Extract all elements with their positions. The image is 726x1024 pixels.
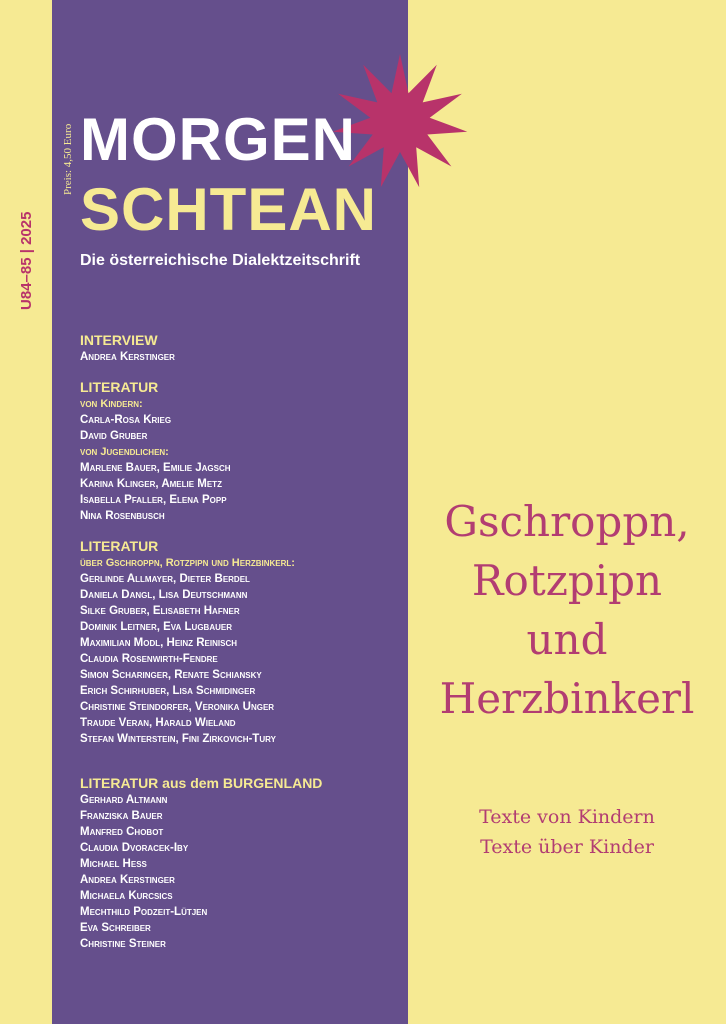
author-name: Isabella Pfaller, Elena Popp	[80, 494, 227, 506]
author-name: David Gruber	[80, 430, 148, 442]
logo-morgen: MORGEN	[80, 106, 356, 173]
logo-schtean: SCHTEAN	[80, 176, 378, 243]
title-line: und	[526, 615, 608, 664]
issue-number: U84–85 | 2025	[18, 211, 35, 310]
author-name: Franziska Bauer	[80, 810, 163, 822]
cover-subtitle	[408, 802, 726, 862]
cover-title	[408, 492, 726, 728]
author-name: Mechthild Podzeit-Lütjen	[80, 906, 208, 918]
title-line: Gschroppn,	[444, 497, 690, 546]
author-name: Nina Rosenbusch	[80, 510, 165, 522]
subtitle-line: Texte von Kindern	[479, 806, 655, 828]
author-name: Christine Steindorfer, Veronika Unger	[80, 701, 275, 713]
section-heading: INTERVIEW	[80, 332, 158, 348]
section-literatur-kinder	[80, 379, 400, 524]
price-text: Preis: 4,50 Euro	[62, 123, 74, 195]
author-name: Daniela Dangl, Lisa Deutschmann	[80, 589, 248, 601]
author-name: Maximilian Modl, Heinz Reinisch	[80, 637, 237, 649]
subsection-heading: von Kindern:	[80, 398, 143, 410]
author-name: Silke Gruber, Elisabeth Hafner	[80, 605, 240, 617]
author-name: Dominik Leitner, Eva Lugbauer	[80, 621, 232, 633]
author-name: Gerlinde Allmayer, Dieter Berdel	[80, 573, 250, 585]
subsection-heading: von Jugendlichen:	[80, 446, 169, 458]
author-name: Karina Klinger, Amelie Metz	[80, 478, 222, 490]
price-label	[48, 95, 74, 195]
section-interview	[80, 332, 400, 365]
author-name: Simon Scharinger, Renate Schiansky	[80, 669, 262, 681]
author-name: Erich Schirhuber, Lisa Schmidinger	[80, 685, 256, 697]
author-name: Traude Veran, Harald Wieland	[80, 717, 236, 729]
author-name: Marlene Bauer, Emilie Jagsch	[80, 462, 231, 474]
author-name: Claudia Dvoracek-Iby	[80, 842, 189, 854]
section-heading: LITERATUR	[80, 379, 159, 395]
author-name: Christine Steiner	[80, 938, 166, 950]
author-name: Andrea Kerstinger	[80, 351, 175, 363]
title-line: Rotzpipn	[471, 556, 663, 605]
author-name: Michaela Kurcsics	[80, 890, 173, 902]
title-line: Herzbinkerl	[439, 674, 695, 723]
subtitle-line: Texte über Kinder	[480, 836, 654, 858]
author-name: Andrea Kerstinger	[80, 874, 175, 886]
section-heading: LITERATUR aus dem BURGENLAND	[80, 775, 323, 791]
author-name: Stefan Winterstein, Fini Zirkovich-Tury	[80, 733, 276, 745]
magazine-subtitle: Die österreichische Dialektzeitschrift	[80, 252, 361, 269]
section-literatur-ueber	[80, 538, 400, 747]
author-name: Michael Hess	[80, 858, 147, 870]
author-name: Gerhard Altmann	[80, 794, 168, 806]
section-burgenland	[80, 775, 400, 952]
issue-spine	[12, 120, 46, 310]
section-heading: LITERATUR	[80, 538, 159, 554]
author-name: Claudia Rosenwirth-Fendre	[80, 653, 218, 665]
subsection-heading: über Gschroppn, Rotzpipn und Herzbinkerl:	[80, 557, 295, 569]
author-name: Eva Schreiber	[80, 922, 151, 934]
table-of-contents	[80, 332, 400, 966]
author-name: Carla-Rosa Krieg	[80, 414, 172, 426]
author-name: Manfred Chobot	[80, 826, 164, 838]
